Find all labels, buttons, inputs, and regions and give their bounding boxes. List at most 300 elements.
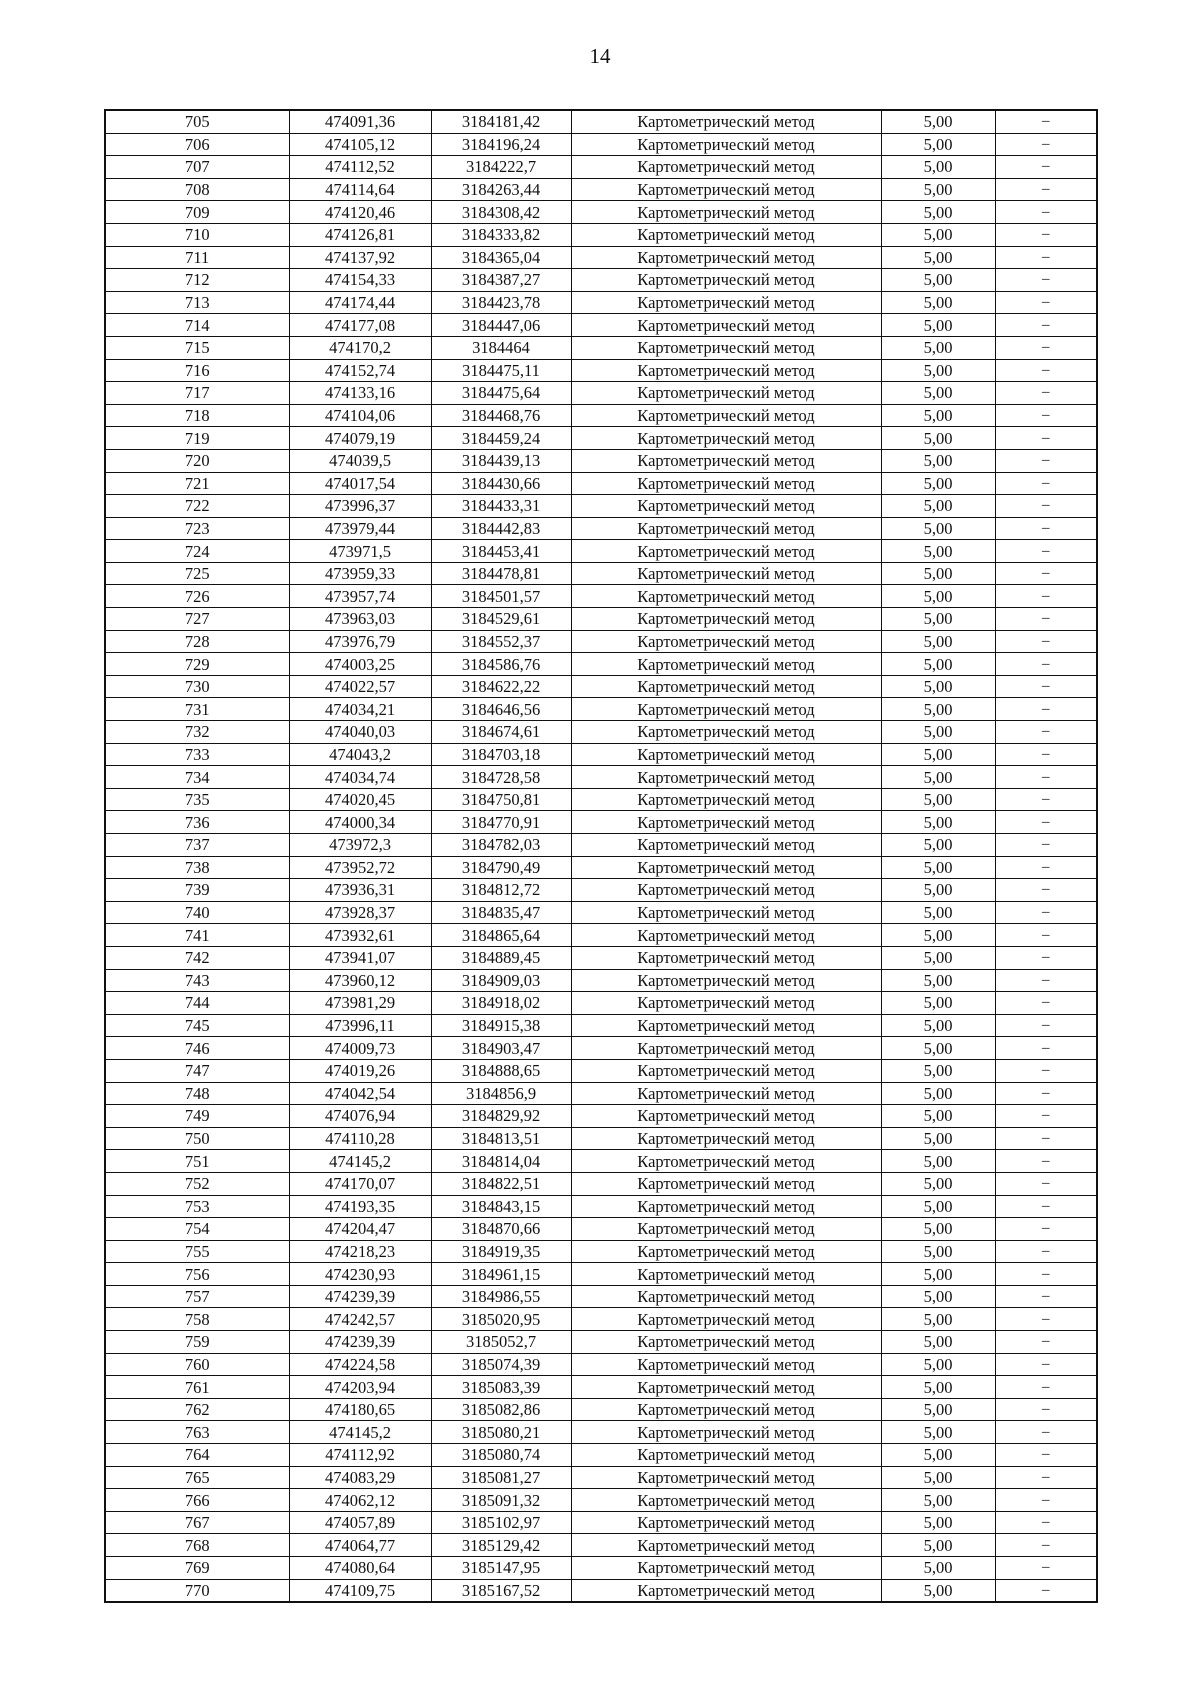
y-coordinate-cell: 3184903,47 xyxy=(431,1037,571,1060)
accuracy-cell: 5,00 xyxy=(881,1444,995,1467)
table-row xyxy=(105,1263,1097,1286)
method-cell: Картометрический метод xyxy=(571,427,881,450)
method-cell: Картометрический метод xyxy=(571,201,881,224)
point-number-cell: 770 xyxy=(105,1579,289,1602)
point-number-cell: 764 xyxy=(105,1444,289,1467)
point-number-cell: 752 xyxy=(105,1172,289,1195)
point-number-cell: 739 xyxy=(105,879,289,902)
accuracy-cell: 5,00 xyxy=(881,1263,995,1286)
y-coordinate-cell: 3184919,35 xyxy=(431,1240,571,1263)
note-cell: – xyxy=(995,811,1097,834)
x-coordinate-cell: 474040,03 xyxy=(289,721,431,744)
page-number: 14 xyxy=(589,44,611,68)
y-coordinate-cell: 3184750,81 xyxy=(431,788,571,811)
accuracy-cell: 5,00 xyxy=(881,110,995,133)
accuracy-cell: 5,00 xyxy=(881,1421,995,1444)
accuracy-cell: 5,00 xyxy=(881,540,995,563)
table-row xyxy=(105,1534,1097,1557)
point-number-cell: 729 xyxy=(105,653,289,676)
point-number-cell: 768 xyxy=(105,1534,289,1557)
y-coordinate-cell: 3184365,04 xyxy=(431,246,571,269)
accuracy-cell: 5,00 xyxy=(881,1240,995,1263)
note-cell: – xyxy=(995,269,1097,292)
x-coordinate-cell: 474034,74 xyxy=(289,766,431,789)
y-coordinate-cell: 3184856,9 xyxy=(431,1082,571,1105)
y-coordinate-cell: 3185083,39 xyxy=(431,1376,571,1399)
x-coordinate-cell: 474126,81 xyxy=(289,223,431,246)
note-cell: – xyxy=(995,1195,1097,1218)
table-row xyxy=(105,133,1097,156)
y-coordinate-cell: 3184475,64 xyxy=(431,382,571,405)
method-cell: Картометрический метод xyxy=(571,698,881,721)
method-cell: Картометрический метод xyxy=(571,585,881,608)
point-number-cell: 736 xyxy=(105,811,289,834)
accuracy-cell: 5,00 xyxy=(881,562,995,585)
x-coordinate-cell: 474039,5 xyxy=(289,449,431,472)
note-cell: – xyxy=(995,1059,1097,1082)
y-coordinate-cell: 3184459,24 xyxy=(431,427,571,450)
y-coordinate-cell: 3184453,41 xyxy=(431,540,571,563)
note-cell: – xyxy=(995,1557,1097,1580)
coordinates-table xyxy=(104,109,1098,1603)
accuracy-cell: 5,00 xyxy=(881,359,995,382)
y-coordinate-cell: 3184447,06 xyxy=(431,314,571,337)
note-cell: – xyxy=(995,608,1097,631)
method-cell: Картометрический метод xyxy=(571,540,881,563)
point-number-cell: 753 xyxy=(105,1195,289,1218)
y-coordinate-cell: 3185102,97 xyxy=(431,1511,571,1534)
method-cell: Картометрический метод xyxy=(571,1376,881,1399)
method-cell: Картометрический метод xyxy=(571,675,881,698)
x-coordinate-cell: 473960,12 xyxy=(289,969,431,992)
accuracy-cell: 5,00 xyxy=(881,517,995,540)
table-row xyxy=(105,178,1097,201)
accuracy-cell: 5,00 xyxy=(881,223,995,246)
note-cell: – xyxy=(995,901,1097,924)
note-cell: – xyxy=(995,788,1097,811)
y-coordinate-cell: 3184439,13 xyxy=(431,449,571,472)
table-row xyxy=(105,1037,1097,1060)
table-row xyxy=(105,675,1097,698)
table-row xyxy=(105,246,1097,269)
y-coordinate-cell: 3184888,65 xyxy=(431,1059,571,1082)
accuracy-cell: 5,00 xyxy=(881,811,995,834)
x-coordinate-cell: 474000,34 xyxy=(289,811,431,834)
method-cell: Картометрический метод xyxy=(571,653,881,676)
method-cell: Картометрический метод xyxy=(571,1240,881,1263)
accuracy-cell: 5,00 xyxy=(881,585,995,608)
x-coordinate-cell: 474174,44 xyxy=(289,291,431,314)
point-number-cell: 711 xyxy=(105,246,289,269)
x-coordinate-cell: 474109,75 xyxy=(289,1579,431,1602)
method-cell: Картометрический метод xyxy=(571,359,881,382)
point-number-cell: 747 xyxy=(105,1059,289,1082)
point-number-cell: 750 xyxy=(105,1127,289,1150)
table-row xyxy=(105,653,1097,676)
x-coordinate-cell: 474110,28 xyxy=(289,1127,431,1150)
table-row xyxy=(105,382,1097,405)
note-cell: – xyxy=(995,1285,1097,1308)
x-coordinate-cell: 474020,45 xyxy=(289,788,431,811)
x-coordinate-cell: 473936,31 xyxy=(289,879,431,902)
accuracy-cell: 5,00 xyxy=(881,1489,995,1512)
x-coordinate-cell: 474064,77 xyxy=(289,1534,431,1557)
point-number-cell: 710 xyxy=(105,223,289,246)
table-row xyxy=(105,1195,1097,1218)
method-cell: Картометрический метод xyxy=(571,404,881,427)
x-coordinate-cell: 473959,33 xyxy=(289,562,431,585)
x-coordinate-cell: 474112,92 xyxy=(289,1444,431,1467)
y-coordinate-cell: 3184196,24 xyxy=(431,133,571,156)
y-coordinate-cell: 3184770,91 xyxy=(431,811,571,834)
table-row xyxy=(105,1398,1097,1421)
y-coordinate-cell: 3185147,95 xyxy=(431,1557,571,1580)
x-coordinate-cell: 474137,92 xyxy=(289,246,431,269)
accuracy-cell: 5,00 xyxy=(881,1195,995,1218)
table-row xyxy=(105,698,1097,721)
point-number-cell: 734 xyxy=(105,766,289,789)
point-number-cell: 728 xyxy=(105,630,289,653)
y-coordinate-cell: 3184308,42 xyxy=(431,201,571,224)
x-coordinate-cell: 473963,03 xyxy=(289,608,431,631)
table-row xyxy=(105,1285,1097,1308)
point-number-cell: 714 xyxy=(105,314,289,337)
method-cell: Картометрический метод xyxy=(571,449,881,472)
accuracy-cell: 5,00 xyxy=(881,1150,995,1173)
method-cell: Картометрический метод xyxy=(571,1579,881,1602)
y-coordinate-cell: 3184915,38 xyxy=(431,1014,571,1037)
method-cell: Картометрический метод xyxy=(571,924,881,947)
note-cell: – xyxy=(995,879,1097,902)
x-coordinate-cell: 473972,3 xyxy=(289,834,431,857)
table-row xyxy=(105,1059,1097,1082)
accuracy-cell: 5,00 xyxy=(881,879,995,902)
table-row xyxy=(105,992,1097,1015)
method-cell: Картометрический метод xyxy=(571,1466,881,1489)
y-coordinate-cell: 3184464 xyxy=(431,336,571,359)
x-coordinate-cell: 473996,11 xyxy=(289,1014,431,1037)
x-coordinate-cell: 474218,23 xyxy=(289,1240,431,1263)
y-coordinate-cell: 3184865,64 xyxy=(431,924,571,947)
method-cell: Картометрический метод xyxy=(571,133,881,156)
point-number-cell: 744 xyxy=(105,992,289,1015)
method-cell: Картометрический метод xyxy=(571,223,881,246)
y-coordinate-cell: 3184918,02 xyxy=(431,992,571,1015)
note-cell: – xyxy=(995,359,1097,382)
table-row xyxy=(105,562,1097,585)
method-cell: Картометрический метод xyxy=(571,495,881,518)
method-cell: Картометрический метод xyxy=(571,1172,881,1195)
y-coordinate-cell: 3185020,95 xyxy=(431,1308,571,1331)
y-coordinate-cell: 3184813,51 xyxy=(431,1127,571,1150)
method-cell: Картометрический метод xyxy=(571,969,881,992)
note-cell: – xyxy=(995,540,1097,563)
accuracy-cell: 5,00 xyxy=(881,314,995,337)
table-row xyxy=(105,314,1097,337)
table-row xyxy=(105,766,1097,789)
y-coordinate-cell: 3185052,7 xyxy=(431,1331,571,1354)
point-number-cell: 767 xyxy=(105,1511,289,1534)
point-number-cell: 741 xyxy=(105,924,289,947)
method-cell: Картометрический метод xyxy=(571,1150,881,1173)
x-coordinate-cell: 473976,79 xyxy=(289,630,431,653)
method-cell: Картометрический метод xyxy=(571,1263,881,1286)
table-row xyxy=(105,969,1097,992)
method-cell: Картометрический метод xyxy=(571,1557,881,1580)
y-coordinate-cell: 3184181,42 xyxy=(431,110,571,133)
note-cell: – xyxy=(995,1037,1097,1060)
table-row xyxy=(105,449,1097,472)
note-cell: – xyxy=(995,1014,1097,1037)
point-number-cell: 740 xyxy=(105,901,289,924)
accuracy-cell: 5,00 xyxy=(881,1308,995,1331)
note-cell: – xyxy=(995,201,1097,224)
point-number-cell: 769 xyxy=(105,1557,289,1580)
method-cell: Картометрический метод xyxy=(571,269,881,292)
y-coordinate-cell: 3184814,04 xyxy=(431,1150,571,1173)
y-coordinate-cell: 3184909,03 xyxy=(431,969,571,992)
note-cell: – xyxy=(995,382,1097,405)
x-coordinate-cell: 473981,29 xyxy=(289,992,431,1015)
table-row xyxy=(105,110,1097,133)
x-coordinate-cell: 474145,2 xyxy=(289,1421,431,1444)
x-coordinate-cell: 474133,16 xyxy=(289,382,431,405)
method-cell: Картометрический метод xyxy=(571,246,881,269)
note-cell: – xyxy=(995,856,1097,879)
method-cell: Картометрический метод xyxy=(571,1082,881,1105)
method-cell: Картометрический метод xyxy=(571,1534,881,1557)
point-number-cell: 738 xyxy=(105,856,289,879)
x-coordinate-cell: 474177,08 xyxy=(289,314,431,337)
x-coordinate-cell: 474022,57 xyxy=(289,675,431,698)
y-coordinate-cell: 3184870,66 xyxy=(431,1218,571,1241)
y-coordinate-cell: 3185082,86 xyxy=(431,1398,571,1421)
accuracy-cell: 5,00 xyxy=(881,1172,995,1195)
point-number-cell: 763 xyxy=(105,1421,289,1444)
accuracy-cell: 5,00 xyxy=(881,721,995,744)
y-coordinate-cell: 3184790,49 xyxy=(431,856,571,879)
method-cell: Картометрический метод xyxy=(571,1398,881,1421)
note-cell: – xyxy=(995,1511,1097,1534)
method-cell: Картометрический метод xyxy=(571,992,881,1015)
note-cell: – xyxy=(995,562,1097,585)
point-number-cell: 718 xyxy=(105,404,289,427)
y-coordinate-cell: 3184812,72 xyxy=(431,879,571,902)
point-number-cell: 749 xyxy=(105,1105,289,1128)
accuracy-cell: 5,00 xyxy=(881,1579,995,1602)
table-row xyxy=(105,1308,1097,1331)
y-coordinate-cell: 3184646,56 xyxy=(431,698,571,721)
point-number-cell: 720 xyxy=(105,449,289,472)
note-cell: – xyxy=(995,1398,1097,1421)
y-coordinate-cell: 3184728,58 xyxy=(431,766,571,789)
table-row xyxy=(105,1240,1097,1263)
point-number-cell: 712 xyxy=(105,269,289,292)
table-row xyxy=(105,1105,1097,1128)
table-row xyxy=(105,1150,1097,1173)
point-number-cell: 725 xyxy=(105,562,289,585)
accuracy-cell: 5,00 xyxy=(881,901,995,924)
accuracy-cell: 5,00 xyxy=(881,1218,995,1241)
y-coordinate-cell: 3184433,31 xyxy=(431,495,571,518)
accuracy-cell: 5,00 xyxy=(881,1557,995,1580)
method-cell: Картометрический метод xyxy=(571,1331,881,1354)
point-number-cell: 766 xyxy=(105,1489,289,1512)
accuracy-cell: 5,00 xyxy=(881,1398,995,1421)
note-cell: – xyxy=(995,698,1097,721)
y-coordinate-cell: 3184986,55 xyxy=(431,1285,571,1308)
table-row xyxy=(105,540,1097,563)
y-coordinate-cell: 3184333,82 xyxy=(431,223,571,246)
table-row xyxy=(105,585,1097,608)
table-row xyxy=(105,630,1097,653)
note-cell: – xyxy=(995,427,1097,450)
note-cell: – xyxy=(995,924,1097,947)
point-number-cell: 727 xyxy=(105,608,289,631)
point-number-cell: 737 xyxy=(105,834,289,857)
point-number-cell: 709 xyxy=(105,201,289,224)
method-cell: Картометрический метод xyxy=(571,788,881,811)
point-number-cell: 745 xyxy=(105,1014,289,1037)
accuracy-cell: 5,00 xyxy=(881,1285,995,1308)
note-cell: – xyxy=(995,472,1097,495)
x-coordinate-cell: 473957,74 xyxy=(289,585,431,608)
y-coordinate-cell: 3184478,81 xyxy=(431,562,571,585)
accuracy-cell: 5,00 xyxy=(881,1534,995,1557)
note-cell: – xyxy=(995,133,1097,156)
note-cell: – xyxy=(995,992,1097,1015)
note-cell: – xyxy=(995,223,1097,246)
y-coordinate-cell: 3184703,18 xyxy=(431,743,571,766)
point-number-cell: 758 xyxy=(105,1308,289,1331)
x-coordinate-cell: 474043,2 xyxy=(289,743,431,766)
x-coordinate-cell: 474019,26 xyxy=(289,1059,431,1082)
point-number-cell: 719 xyxy=(105,427,289,450)
point-number-cell: 716 xyxy=(105,359,289,382)
y-coordinate-cell: 3184961,15 xyxy=(431,1263,571,1286)
x-coordinate-cell: 474009,73 xyxy=(289,1037,431,1060)
point-number-cell: 706 xyxy=(105,133,289,156)
x-coordinate-cell: 474034,21 xyxy=(289,698,431,721)
note-cell: – xyxy=(995,1105,1097,1128)
x-coordinate-cell: 474154,33 xyxy=(289,269,431,292)
point-number-cell: 754 xyxy=(105,1218,289,1241)
accuracy-cell: 5,00 xyxy=(881,630,995,653)
table-row xyxy=(105,1014,1097,1037)
method-cell: Картометрический метод xyxy=(571,856,881,879)
method-cell: Картометрический метод xyxy=(571,1511,881,1534)
accuracy-cell: 5,00 xyxy=(881,946,995,969)
method-cell: Картометрический метод xyxy=(571,1444,881,1467)
table-row xyxy=(105,1466,1097,1489)
x-coordinate-cell: 474076,94 xyxy=(289,1105,431,1128)
table-row xyxy=(105,1421,1097,1444)
table-row xyxy=(105,223,1097,246)
accuracy-cell: 5,00 xyxy=(881,1082,995,1105)
note-cell: – xyxy=(995,1534,1097,1557)
method-cell: Картометрический метод xyxy=(571,156,881,179)
x-coordinate-cell: 474230,93 xyxy=(289,1263,431,1286)
point-number-cell: 733 xyxy=(105,743,289,766)
method-cell: Картометрический метод xyxy=(571,834,881,857)
point-number-cell: 708 xyxy=(105,178,289,201)
y-coordinate-cell: 3184468,76 xyxy=(431,404,571,427)
table-row xyxy=(105,608,1097,631)
method-cell: Картометрический метод xyxy=(571,336,881,359)
y-coordinate-cell: 3184423,78 xyxy=(431,291,571,314)
accuracy-cell: 5,00 xyxy=(881,924,995,947)
accuracy-cell: 5,00 xyxy=(881,1466,995,1489)
table-row xyxy=(105,1444,1097,1467)
point-number-cell: 765 xyxy=(105,1466,289,1489)
accuracy-cell: 5,00 xyxy=(881,1059,995,1082)
x-coordinate-cell: 473952,72 xyxy=(289,856,431,879)
x-coordinate-cell: 474083,29 xyxy=(289,1466,431,1489)
x-coordinate-cell: 474239,39 xyxy=(289,1331,431,1354)
y-coordinate-cell: 3184442,83 xyxy=(431,517,571,540)
y-coordinate-cell: 3184843,15 xyxy=(431,1195,571,1218)
method-cell: Картометрический метод xyxy=(571,766,881,789)
x-coordinate-cell: 474105,12 xyxy=(289,133,431,156)
y-coordinate-cell: 3185129,42 xyxy=(431,1534,571,1557)
table-row xyxy=(105,1489,1097,1512)
accuracy-cell: 5,00 xyxy=(881,156,995,179)
note-cell: – xyxy=(995,743,1097,766)
accuracy-cell: 5,00 xyxy=(881,291,995,314)
y-coordinate-cell: 3185091,32 xyxy=(431,1489,571,1512)
note-cell: – xyxy=(995,178,1097,201)
method-cell: Картометрический метод xyxy=(571,946,881,969)
table-row xyxy=(105,472,1097,495)
x-coordinate-cell: 474204,47 xyxy=(289,1218,431,1241)
point-number-cell: 748 xyxy=(105,1082,289,1105)
table-row xyxy=(105,834,1097,857)
note-cell: – xyxy=(995,946,1097,969)
x-coordinate-cell: 474242,57 xyxy=(289,1308,431,1331)
y-coordinate-cell: 3184829,92 xyxy=(431,1105,571,1128)
note-cell: – xyxy=(995,1082,1097,1105)
accuracy-cell: 5,00 xyxy=(881,698,995,721)
y-coordinate-cell: 3184622,22 xyxy=(431,675,571,698)
x-coordinate-cell: 474152,74 xyxy=(289,359,431,382)
method-cell: Картометрический метод xyxy=(571,608,881,631)
table-row xyxy=(105,788,1097,811)
note-cell: – xyxy=(995,449,1097,472)
method-cell: Картометрический метод xyxy=(571,743,881,766)
table-row xyxy=(105,946,1097,969)
x-coordinate-cell: 474017,54 xyxy=(289,472,431,495)
y-coordinate-cell: 3185081,27 xyxy=(431,1466,571,1489)
point-number-cell: 717 xyxy=(105,382,289,405)
point-number-cell: 722 xyxy=(105,495,289,518)
point-number-cell: 726 xyxy=(105,585,289,608)
y-coordinate-cell: 3185074,39 xyxy=(431,1353,571,1376)
point-number-cell: 705 xyxy=(105,110,289,133)
accuracy-cell: 5,00 xyxy=(881,1037,995,1060)
method-cell: Картометрический метод xyxy=(571,630,881,653)
y-coordinate-cell: 3184822,51 xyxy=(431,1172,571,1195)
point-number-cell: 724 xyxy=(105,540,289,563)
accuracy-cell: 5,00 xyxy=(881,675,995,698)
accuracy-cell: 5,00 xyxy=(881,1331,995,1354)
note-cell: – xyxy=(995,495,1097,518)
accuracy-cell: 5,00 xyxy=(881,246,995,269)
x-coordinate-cell: 474091,36 xyxy=(289,110,431,133)
note-cell: – xyxy=(995,517,1097,540)
point-number-cell: 746 xyxy=(105,1037,289,1060)
point-number-cell: 731 xyxy=(105,698,289,721)
y-coordinate-cell: 3184529,61 xyxy=(431,608,571,631)
